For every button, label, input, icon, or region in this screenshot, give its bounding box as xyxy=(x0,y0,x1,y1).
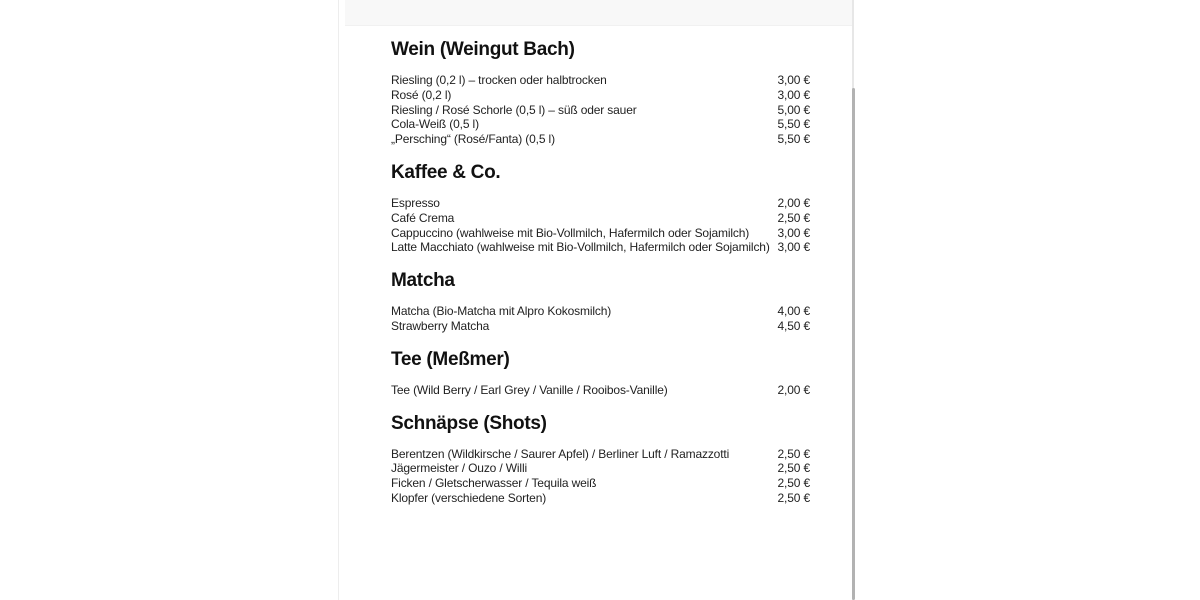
menu-item-row xyxy=(391,103,810,118)
menu-item-row xyxy=(391,491,810,506)
item-name: Strawberry Matcha xyxy=(391,318,490,333)
menu-item-row xyxy=(391,319,810,334)
item-name: Klopfer (verschiedene Sorten) xyxy=(391,490,547,505)
menu-section xyxy=(391,270,810,334)
item-name: Cappuccino (wahlweise mit Bio-Vollmilch, Hafermilch oder Sojamilch) xyxy=(391,225,750,240)
item-price: 5,00 € xyxy=(777,102,810,117)
section-title: Matcha xyxy=(391,270,455,292)
item-price: 2,50 € xyxy=(777,461,810,476)
section-title: Tee (Meßmer) xyxy=(391,348,510,370)
item-price: 5,50 € xyxy=(777,132,810,147)
menu-item-row xyxy=(391,73,810,88)
item-price: 2,50 € xyxy=(777,210,810,225)
item-name: Café Crema xyxy=(391,210,455,225)
menu-item-row xyxy=(391,132,810,147)
menu-section xyxy=(391,349,810,398)
item-name: Berentzen (Wildkirsche / Saurer Apfel) / Berliner Luft / Ramazzotti xyxy=(391,446,730,461)
menu-item-row xyxy=(391,476,810,491)
item-name: Rosé (0,2 l) xyxy=(391,87,452,102)
item-price: 2,50 € xyxy=(777,446,810,461)
item-price: 4,00 € xyxy=(777,304,810,319)
item-price: 2,50 € xyxy=(777,490,810,505)
menu-content xyxy=(339,0,858,506)
item-price: 3,00 € xyxy=(777,225,810,240)
item-name: „Persching“ (Rosé/Fanta) (0,5 l) xyxy=(391,132,555,147)
menu-section xyxy=(391,162,810,255)
menu-section xyxy=(391,39,810,147)
menu-item-row xyxy=(391,447,810,462)
item-price: 2,50 € xyxy=(777,476,810,491)
menu-item-row xyxy=(391,383,810,398)
item-name: Tee (Wild Berry / Earl Grey / Vanille / Rooibos-Vanille) xyxy=(391,382,668,397)
item-name: Matcha (Bio-Matcha mit Alpro Kokosmilch) xyxy=(391,304,612,319)
item-name: Espresso xyxy=(391,195,440,210)
item-price: 3,00 € xyxy=(777,87,810,102)
menu-item-row xyxy=(391,304,810,319)
item-name: Ficken / Gletscherwasser / Tequila weiß xyxy=(391,476,597,491)
section-title: Wein (Weingut Bach) xyxy=(391,39,575,60)
menu-item-row xyxy=(391,461,810,476)
item-name: Cola-Weiß (0,5 l) xyxy=(391,117,479,132)
menu-item-row xyxy=(391,88,810,103)
section-title: Schnäpse (Shots) xyxy=(391,412,547,434)
scrollbar-thumb[interactable] xyxy=(852,88,855,600)
item-price: 5,50 € xyxy=(777,117,810,132)
menu-item-row xyxy=(391,196,810,211)
document-page xyxy=(338,0,858,600)
item-name: Riesling / Rosé Schorle (0,5 l) – süß oder sauer xyxy=(391,102,637,117)
menu-section xyxy=(391,413,810,506)
item-name: Jägermeister / Ouzo / Willi xyxy=(391,461,527,476)
section-title: Kaffee & Co. xyxy=(391,161,501,183)
item-price: 3,00 € xyxy=(777,240,810,255)
item-price: 2,00 € xyxy=(777,382,810,397)
item-price: 3,00 € xyxy=(777,73,810,87)
item-price: 2,00 € xyxy=(777,195,810,210)
menu-item-row xyxy=(391,226,810,241)
menu-item-row xyxy=(391,211,810,226)
item-name: Riesling (0,2 l) – trocken oder halbtrocken xyxy=(391,73,607,87)
item-name: Latte Macchiato (wahlweise mit Bio-Vollmilch, Hafermilch oder Sojamilch) xyxy=(391,240,770,255)
item-price: 4,50 € xyxy=(777,318,810,333)
menu-item-row xyxy=(391,117,810,132)
menu-item-row xyxy=(391,240,810,255)
